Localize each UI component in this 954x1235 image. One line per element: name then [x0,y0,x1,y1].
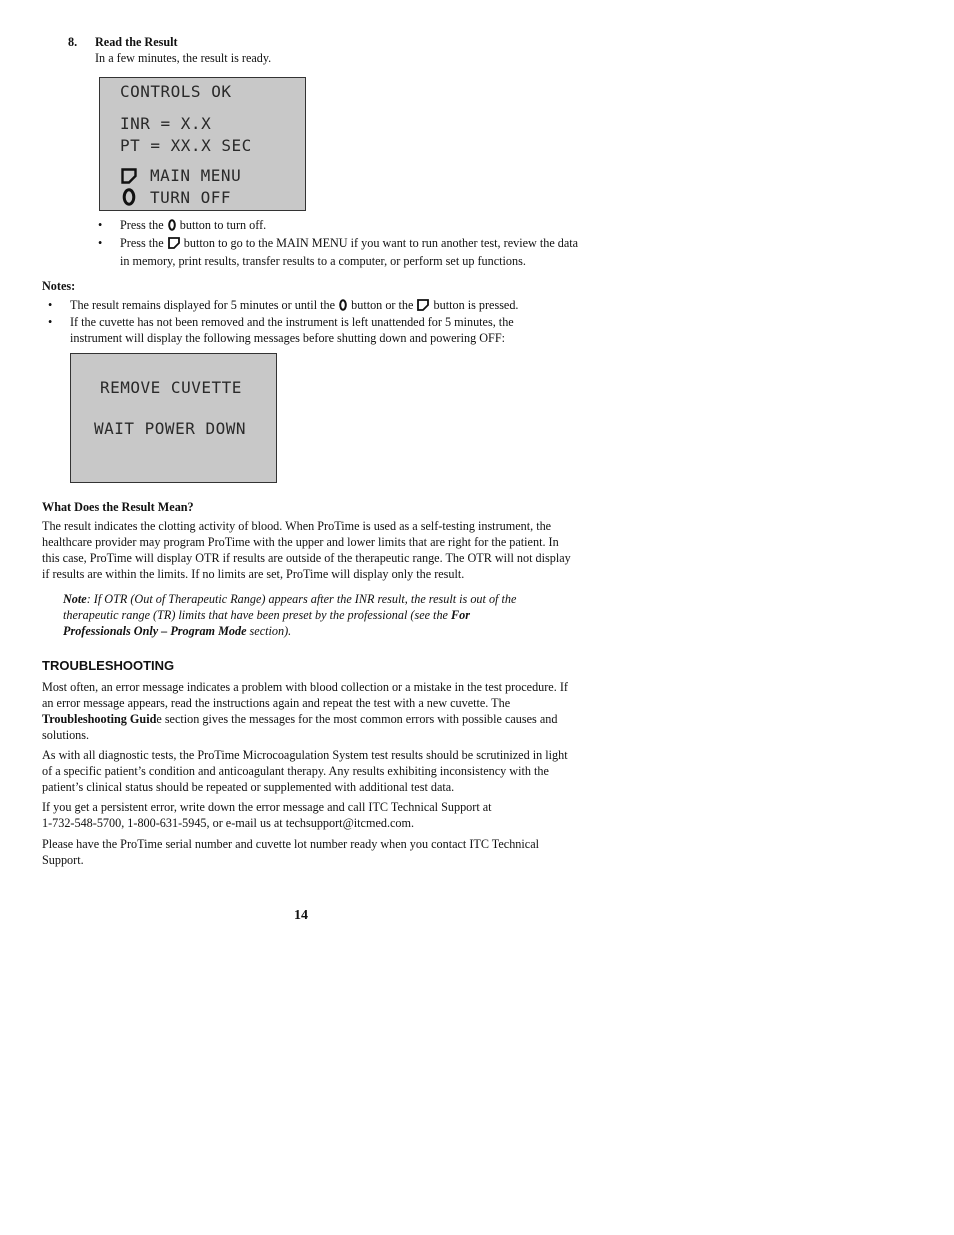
power-icon [122,188,136,210]
lcd-line-main-menu: MAIN MENU [150,166,242,185]
note-text: instrument will display the following messages before shutting down and powering OFF: [70,331,505,345]
paragraph-line: As with all diagnostic tests, the ProTime Microcoagulation System test results should be scrutinized in light [42,748,568,762]
paragraph-line: Support. [42,853,84,867]
power-button-icon [339,299,347,315]
note-bold-text: For [451,608,470,622]
step-number: 8. [68,35,78,49]
bullet-dot: • [98,218,103,232]
paragraph-line: 1-732-548-5700, 1-800-631-5945, or e-mail us at techsupport@itcmed.com. [42,816,415,830]
lcd-line-remove-cuvette: REMOVE CUVETTE [100,378,242,397]
otr-note [63,591,543,639]
note-text: The result remains displayed for 5 minutes or until the [70,298,339,312]
troubleshooting-paragraph-3 [42,799,564,831]
menu-button-icon [168,237,180,253]
troubleshooting-heading: TROUBLESHOOTING [42,658,175,673]
paragraph-line: of a specific patient’s condition and anticoagulant therapy. Any results exhibiting inconsistency with the [42,764,549,778]
lcd-line-turn-off: TURN OFF [150,188,232,207]
paragraph-line: this case, ProTime will display OTR if results are outside of the therapeutic range. The OTR will not display [42,551,571,565]
note-text: therapeutic range (TR) limits that have been preset by the professional (see the [63,608,451,622]
bullet-text: Press the [120,218,167,232]
bullet-text: in memory, print results, transfer results to a computer, or perform set up functions. [120,254,526,268]
note-bold-text: Professionals Only – Program Mode [63,624,247,638]
troubleshooting-paragraph-1 [42,679,568,743]
menu-button-icon [417,299,429,315]
paragraph-bold-text: Troubleshooting Guid [42,712,157,726]
page-number: 14 [294,908,308,923]
notes-heading: Notes: [42,279,76,293]
note-text: button is pressed. [430,298,519,312]
note-text: : If OTR (Out of Therapeutic Range) appears after the INR result, the result is out of the [86,592,517,606]
power-down-lcd-screen [70,353,277,483]
result-meaning-paragraph [42,518,571,582]
paragraph-line: The result indicates the clotting activity of blood. When ProTime is used as a self-testing instrument, the [42,519,552,533]
note-text: If the cuvette has not been removed and the instrument is left unattended for 5 minutes, the [70,315,514,329]
lcd-line-wait-power-down: WAIT POWER DOWN [94,419,246,438]
bullet-text: button to go to the MAIN MENU if you want to run another test, review the data [180,236,579,250]
result-meaning-heading: What Does the Result Mean? [42,500,194,514]
step-subtitle: In a few minutes, the result is ready. [95,51,272,65]
bullet-dot: • [48,315,53,329]
paragraph-line: an error message appears, read the instructions again and repeat the test with a new cuvette. The [42,696,511,710]
note-label: Note [63,592,87,606]
lcd-line-controls: CONTROLS OK [120,82,232,101]
paragraph-line: If you get a persistent error, write down the error message and call ITC Technical Support at [42,800,492,814]
paragraph-line: healthcare provider may program ProTime with the upper and lower limits that are right for the patient. In [42,535,559,549]
paragraph-line: if results are within the limits. If no limits are set, ProTime will display only the result. [42,567,465,581]
result-lcd-screen [99,77,306,211]
paragraph-line: Please have the ProTime serial number and cuvette lot number ready when you contact ITC Technical [42,837,539,851]
bullet-text: button to turn off. [176,218,267,232]
power-button-icon [168,219,176,235]
note-text: section). [246,624,292,638]
paragraph-line: e section gives the messages for the most common errors with possible causes and [156,712,558,726]
step-title: Read the Result [95,35,178,49]
menu-icon [121,168,137,188]
troubleshooting-paragraph-2 [42,747,568,795]
lcd-line-inr: INR = X.X [120,114,212,133]
bullet-dot: • [48,298,53,312]
troubleshooting-paragraph-4 [42,836,564,868]
paragraph-line: patient’s clinical status should be repeated or supplemented with additional test data. [42,780,455,794]
bullet-text: Press the [120,236,167,250]
paragraph-line: solutions. [42,728,90,742]
lcd-line-pt: PT = XX.X SEC [120,136,252,155]
bullet-dot: • [98,236,103,250]
note-text: button or the [348,298,417,312]
paragraph-line: Most often, an error message indicates a problem with blood collection or a mistake in the test procedure. If [42,680,568,694]
